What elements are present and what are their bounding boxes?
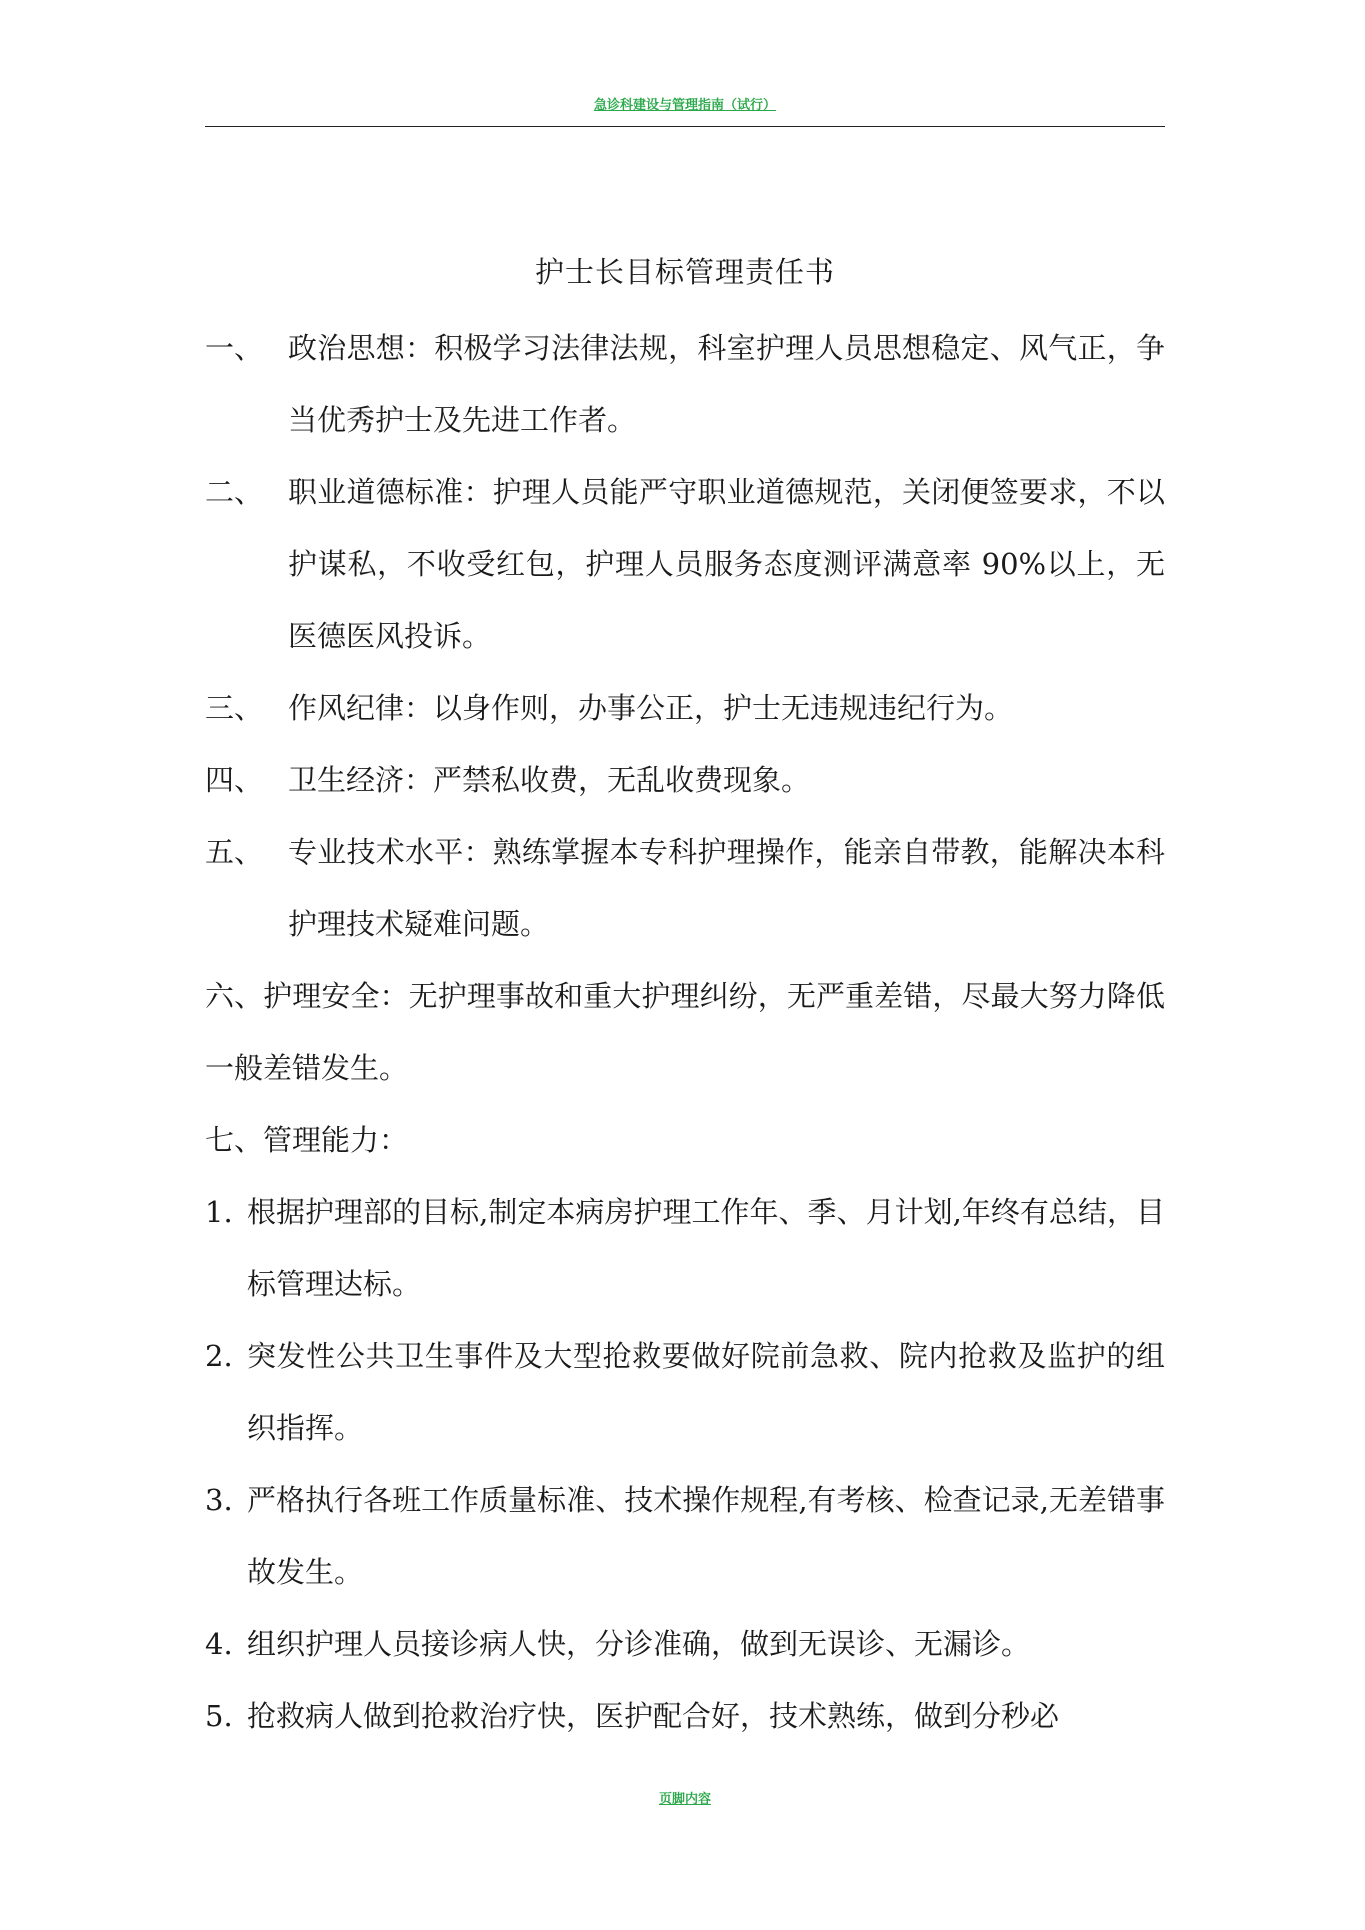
header-divider <box>205 126 1165 127</box>
safety-paragraph: 六、护理安全：无护理事故和重大护理纠纷，无严重差错，尽最大努力降低一般差错发生。 <box>205 979 1165 1085</box>
section-item <box>205 672 1165 744</box>
item-text: 根据护理部的目标,制定本病房护理工作年、季、月计划,年终有总结，目标管理达标。 <box>247 1195 1165 1301</box>
section-item <box>205 744 1165 816</box>
section-text: 政治思想：积极学习法律法规，科室护理人员思想稳定、风气正，争当优秀护士及先进工作者。 <box>288 331 1165 437</box>
section-number: 一、 <box>205 331 264 365</box>
item-number: 2. <box>205 1339 233 1373</box>
document-title: 护士长目标管理责任书 <box>534 255 835 289</box>
management-item <box>205 1680 1165 1752</box>
item-number: 3. <box>205 1483 233 1517</box>
item-text: 严格执行各班工作质量标准、技术操作规程,有考核、检查记录,无差错事故发生。 <box>247 1483 1165 1589</box>
management-item <box>205 1176 1165 1320</box>
item-text: 组织护理人员接诊病人快，分诊准确，做到无误诊、无漏诊。 <box>247 1627 1031 1661</box>
item-text: 抢救病人做到抢救治疗快，医护配合好，技术熟练，做到分秒必 <box>247 1699 1060 1733</box>
page-header: 急诊科建设与管理指南（试行） <box>593 98 776 113</box>
section-item <box>205 456 1165 672</box>
management-item <box>205 1320 1165 1464</box>
item-number: 5. <box>205 1699 233 1733</box>
document-body <box>205 312 1165 1752</box>
section-text: 职业道德标准：护理人员能严守职业道德规范，关闭便签要求，不以护谋私，不收受红包，护理人员服务态度测评满意率 90%以上，无医德医风投诉。 <box>288 475 1165 653</box>
section-text: 卫生经济：严禁私收费，无乱收费现象。 <box>288 763 811 797</box>
section-number: 五、 <box>205 835 264 869</box>
item-number: 1. <box>205 1195 233 1229</box>
section-text: 专业技术水平：熟练掌握本专科护理操作，能亲自带教，能解决本科护理技术疑难问题。 <box>288 835 1165 941</box>
section-item <box>205 816 1165 960</box>
item-number: 4. <box>205 1627 233 1661</box>
page-footer: 页脚内容 <box>658 1792 711 1807</box>
management-heading: 七、管理能力： <box>205 1123 409 1157</box>
item-text: 突发性公共卫生事件及大型抢救要做好院前急救、院内抢救及监护的组织指挥。 <box>247 1339 1165 1445</box>
management-item <box>205 1464 1165 1608</box>
section-number: 二、 <box>205 475 264 509</box>
section-item <box>205 312 1165 456</box>
section-text: 作风纪律：以身作则，办事公正，护士无违规违纪行为。 <box>288 691 1014 725</box>
section-number: 三、 <box>205 691 264 725</box>
management-item <box>205 1608 1165 1680</box>
section-number: 四、 <box>205 763 264 797</box>
